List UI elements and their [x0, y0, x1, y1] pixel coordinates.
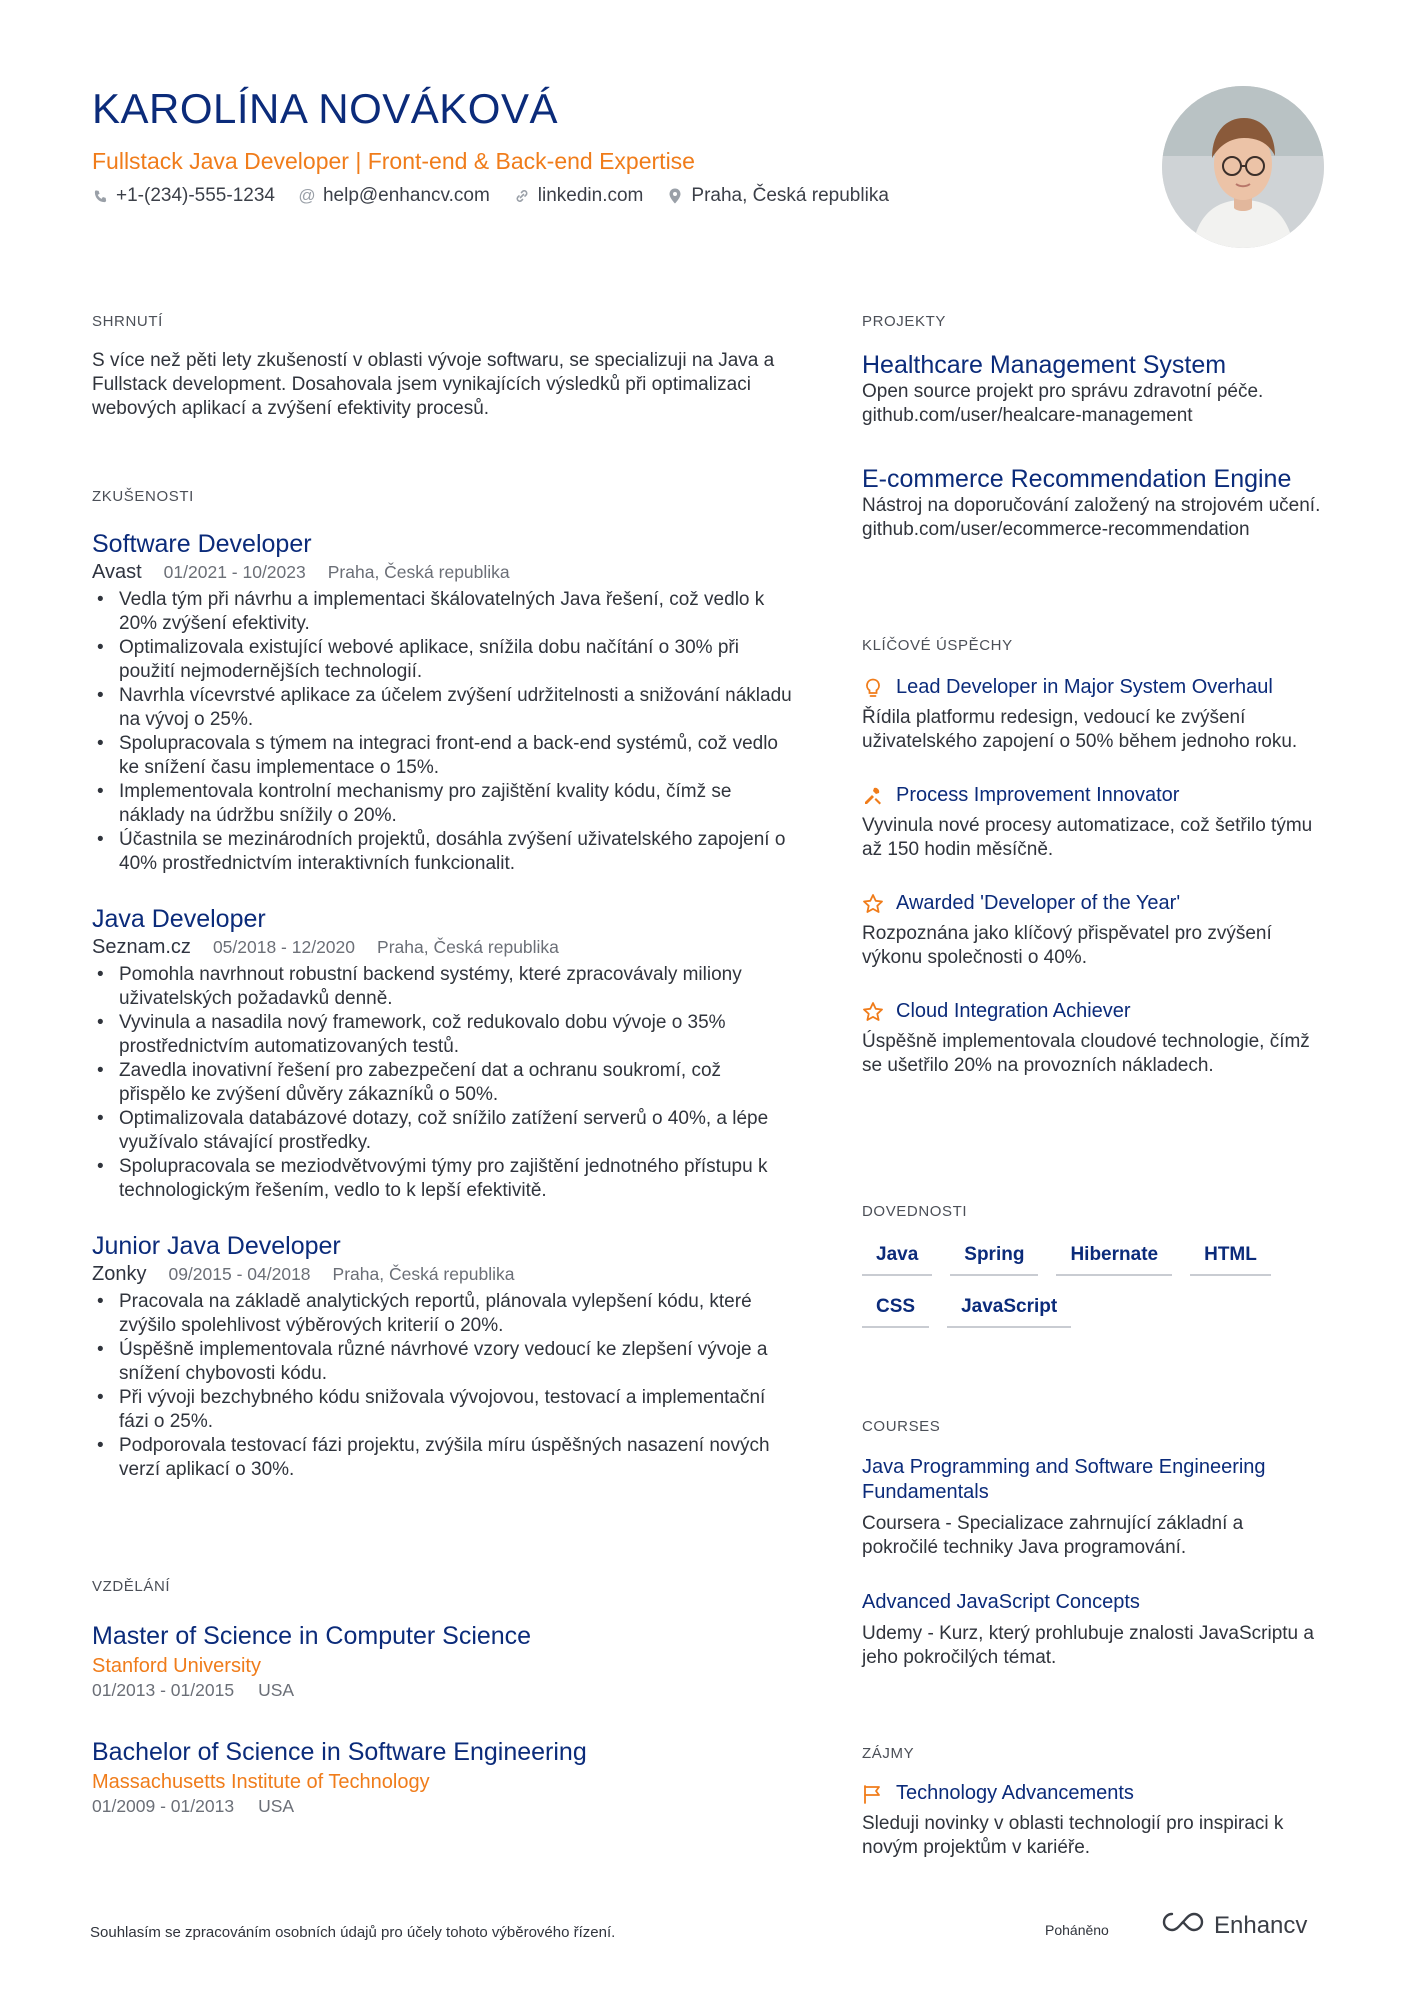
contact-linkedin[interactable]	[514, 185, 644, 207]
job-bullets	[92, 963, 792, 1203]
link-icon	[514, 188, 530, 204]
section-heading: COURSES	[862, 1418, 941, 1435]
skill-tag: CSS	[862, 1290, 929, 1328]
linkedin-text: linkedin.com	[537, 185, 644, 206]
skill-tag: HTML	[1190, 1238, 1271, 1276]
bullet-item: • Implementovala kontrolní mechanismy pro zajištění kvality kódu, čímž se náklady na údržbu snížily o 20%.	[119, 780, 792, 828]
bullet-item: • Navrhla vícevrstvé aplikace za účelem zvýšení udržitelnosti a snižování nákladu na vývoj o 25%.	[119, 684, 792, 732]
job-entry	[92, 904, 792, 1203]
job-entry	[92, 529, 792, 876]
phone-text: +1-(234)-555-1234	[116, 185, 275, 206]
at-icon: @	[298, 186, 316, 205]
job-title: Java Developer	[92, 905, 266, 933]
job-location: Praha, Česká republika	[332, 1264, 515, 1284]
bullet-item: • Podporovala testovací fázi projektu, zvýšila míru úspěšných nasazení nových verzí aplikací o 30%.	[119, 1434, 792, 1482]
achievement-title: Process Improvement Innovator	[896, 784, 1180, 806]
education-country: USA	[258, 1796, 295, 1816]
project-title: Healthcare Management System	[862, 351, 1227, 379]
job-location: Praha, Česká republika	[327, 562, 510, 582]
bullet-item: • Optimalizovala existující webové aplikace, snížila dobu načítání o 30% při použití nejmodernějších technologií.	[119, 636, 792, 684]
job-company: Avast	[92, 561, 142, 583]
tools-icon	[862, 785, 884, 807]
achievement-title: Lead Developer in Major System Overhaul	[896, 676, 1273, 698]
project-title: E-commerce Recommendation Engine	[862, 465, 1292, 493]
achievement-description: Rozpoznána jako klíčový přispěvatel pro zvýšení výkonu společnosti o 40%.	[862, 923, 1272, 968]
interest-title: Technology Advancements	[896, 1782, 1134, 1804]
project-description: Open source projekt pro správu zdravotní péče. github.com/user/healcare-management	[862, 381, 1264, 426]
skill-tag: Java	[862, 1238, 932, 1276]
degree-title: Master of Science in Computer Science	[92, 1622, 532, 1650]
achievement-entry	[862, 1000, 1322, 1078]
contact-location	[667, 185, 889, 207]
skills-section	[862, 1203, 1322, 1328]
candidate-name: KAROLÍNA NOVÁKOVÁ	[92, 85, 558, 132]
course-title: Java Programming and Software Engineering Fundamentals	[862, 1456, 1266, 1503]
course-description: Udemy - Kurz, který prohlubuje znalosti JavaScriptu a jeho pokročilých témat.	[862, 1623, 1314, 1668]
achievement-description: Úspěšně implementovala cloudové technologie, čímž se ušetřilo 20% na provozních nákladech.	[862, 1031, 1310, 1076]
bullet-item: • Úspěšně implementovala různé návrhové vzory vedoucí ke zlepšení vývoje a snížení chybovosti kódu.	[119, 1338, 792, 1386]
project-description: Nástroj na doporučování založený na strojovém učení. github.com/user/ecommerce-recommendation	[862, 495, 1321, 540]
project-entry	[862, 464, 1322, 542]
achievement-entry	[862, 676, 1322, 754]
section-heading: ZÁJMY	[862, 1745, 915, 1762]
course-description: Coursera - Specializace zahrnující základní a pokročilé techniky Java programování.	[862, 1513, 1244, 1558]
bullet-item: • Pracovala na základě analytických reportů, plánovala vylepšení kódu, které zvýšilo spolehlivost výběrových kriterií o 20%.	[119, 1290, 792, 1338]
education-entry	[92, 1737, 792, 1817]
achievement-title: Cloud Integration Achiever	[896, 1000, 1131, 1022]
powered-by-label: Poháněno	[1045, 1922, 1109, 1938]
email-text: help@enhancv.com	[322, 185, 490, 206]
consent-text: Souhlasím se zpracováním osobních údajů pro účely tohoto výběrového řízení.	[90, 1924, 616, 1941]
section-heading: ZKUŠENOSTI	[92, 488, 194, 505]
brand-logo[interactable]	[1160, 1910, 1307, 1941]
project-entry	[862, 350, 1322, 428]
star-icon	[862, 1001, 884, 1023]
courses-section	[862, 1418, 1322, 1670]
job-company: Zonky	[92, 1263, 147, 1285]
section-heading: KLÍČOVÉ ÚSPĚCHY	[862, 637, 1013, 654]
achievement-entry	[862, 784, 1322, 862]
skill-tag: Spring	[950, 1238, 1038, 1276]
phone-icon	[92, 188, 108, 204]
section-heading: PROJEKTY	[862, 313, 946, 330]
contact-phone[interactable]	[92, 185, 275, 207]
job-company: Seznam.cz	[92, 936, 191, 958]
bullet-item: • Pomohla navrhnout robustní backend systémy, které zpracovávaly miliony uživatelských požadavků denně.	[119, 963, 792, 1011]
course-title: Advanced JavaScript Concepts	[862, 1591, 1140, 1613]
section-heading: SHRNUTÍ	[92, 313, 163, 330]
achievements-section	[862, 637, 1322, 1078]
achievement-entry	[862, 892, 1322, 970]
projects-section	[862, 313, 1322, 542]
location-pin-icon	[667, 188, 683, 204]
skill-tag: JavaScript	[947, 1290, 1071, 1328]
avatar	[1162, 86, 1324, 248]
bullet-item: • Účastnila se mezinárodních projektů, dosáhla zvýšení uživatelského zapojení o 40% prostřednictvím interaktivních funkcionalit.	[119, 828, 792, 876]
bullet-item: • Optimalizovala databázové dotazy, což snížilo zatížení serverů o 40%, a lépe využívalo stávající prostředky.	[119, 1107, 792, 1155]
job-bullets	[92, 588, 792, 876]
job-bullets	[92, 1290, 792, 1482]
lightbulb-icon	[862, 677, 884, 699]
job-title: Software Developer	[92, 530, 312, 558]
education-country: USA	[258, 1680, 295, 1700]
course-entry	[862, 1455, 1322, 1560]
achievement-description: Řídila platformu redesign, vedoucí ke zvýšení uživatelského zapojení o 50% během jednoho roku.	[862, 707, 1298, 752]
achievement-title: Awarded 'Developer of the Year'	[896, 892, 1181, 914]
bullet-item: • Spolupracovala s týmem na integraci front-end a back-end systémů, což vedlo ke snížení času implementace o 15%.	[119, 732, 792, 780]
interest-entry	[862, 1782, 1322, 1860]
bullet-item: • Vyvinula a nasadila nový framework, což redukovalo dobu vývoje o 35% prostřednictvím automatizovaných testů.	[119, 1011, 792, 1059]
location-text: Praha, Česká republika	[691, 185, 889, 206]
interest-description: Sleduji novinky v oblasti technologií pro inspiraci k novým projektům v kariéře.	[862, 1813, 1284, 1858]
job-dates: 01/2021 - 10/2023	[163, 562, 306, 582]
bullet-item: • Zavedla inovativní řešení pro zabezpečení dat a ochranu soukromí, což přispělo ke zvýšení důvěry zákazníků o 50%.	[119, 1059, 792, 1107]
job-dates: 05/2018 - 12/2020	[212, 937, 356, 957]
interests-section	[862, 1745, 1322, 1860]
skills-list	[862, 1238, 1302, 1328]
summary-section	[92, 313, 792, 421]
bullet-item: • Vedla tým při návrhu a implementaci škálovatelných Java řešení, což vedlo k 20% zvýšení efektivity.	[119, 588, 792, 636]
summary-text: S více než pěti lety zkušeností v oblasti vývoje softwaru, se specializuji na Java a Fullstack development. Dosahovala jsem vynikajících výsledků při optimalizaci webových aplikací a zvýšení efektivity procesů.	[92, 350, 775, 419]
infinity-logo-icon	[1160, 1910, 1206, 1941]
education-dates: 01/2009 - 01/2013	[92, 1796, 235, 1816]
job-dates: 09/2015 - 04/2018	[168, 1264, 311, 1284]
contact-email[interactable]	[299, 185, 490, 207]
bullet-item: • Spolupracovala se meziodvětvovými týmy pro zajištění jednotného přístupu k technologickým řešením, vedlo to k lepší efektivitě.	[119, 1155, 792, 1203]
section-heading: DOVEDNOSTI	[862, 1203, 968, 1220]
experience-section	[92, 488, 792, 1482]
education-section	[92, 1578, 792, 1817]
section-heading: VZDĚLÁNÍ	[92, 1578, 171, 1595]
job-location: Praha, Česká republika	[377, 937, 559, 957]
achievement-description: Vyvinula nové procesy automatizace, což šetřilo týmu až 150 hodin měsíčně.	[862, 815, 1313, 860]
degree-title: Bachelor of Science in Software Engineering	[92, 1738, 587, 1766]
job-entry	[92, 1231, 792, 1482]
school-name: Stanford University	[92, 1655, 261, 1677]
job-title: Junior Java Developer	[92, 1232, 341, 1260]
skill-tag: Hibernate	[1056, 1238, 1172, 1276]
school-name: Massachusetts Institute of Technology	[92, 1771, 430, 1793]
flag-icon	[862, 1783, 884, 1805]
star-icon	[862, 893, 884, 915]
brand-name: Enhancv	[1214, 1911, 1308, 1939]
contact-bar	[92, 185, 889, 207]
education-entry	[92, 1621, 792, 1701]
course-entry	[862, 1590, 1322, 1670]
bullet-item: • Při vývoji bezchybného kódu snižovala vývojovou, testovací a implementační fázi o 25%.	[119, 1386, 792, 1434]
education-dates: 01/2013 - 01/2015	[92, 1680, 235, 1700]
candidate-title: Fullstack Java Developer | Front-end & Back-end Expertise	[92, 148, 695, 174]
